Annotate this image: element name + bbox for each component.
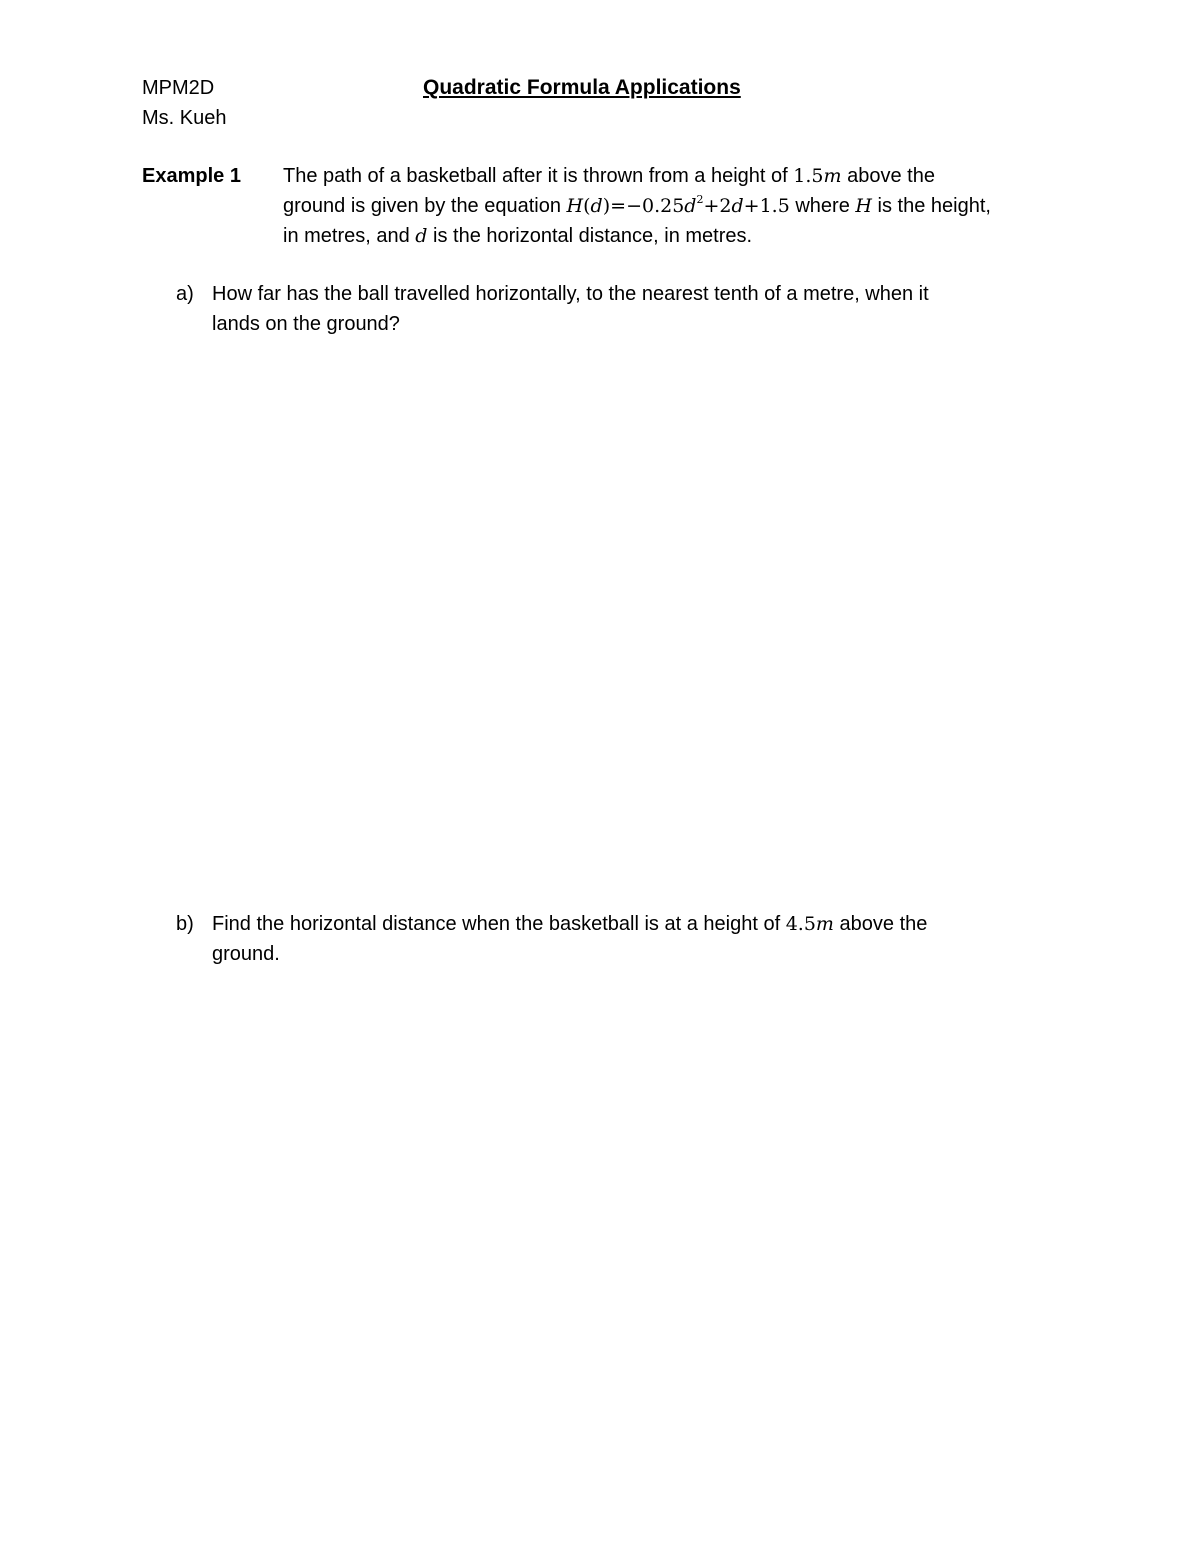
question-b-text: above the [839,913,928,935]
math-var-H [855,195,872,217]
example-text-line-3 [283,224,752,248]
eq-equals: = [610,195,627,217]
example-text: The path of a basketball after it is thrown from a height of [283,165,788,187]
example-text: is the height, [877,195,991,217]
example-text: where [795,195,850,217]
example-text: in metres, and [283,225,410,247]
eq-var: d [590,195,603,217]
page-title: Quadratic Formula Applications [423,76,741,99]
teacher-name: Ms. Kueh [142,107,227,129]
var-d: d [415,225,428,247]
height-value-b: 4.5 [785,913,816,935]
equation [567,195,790,217]
question-b-text: Find the horizontal distance when the basketball is at a height of [212,913,781,935]
math-height-value [793,165,841,187]
eq-var-lin: d [731,195,744,217]
eq-var-sq: d [684,195,697,217]
eq-coef-b: 2 [719,195,732,217]
example-text-line-2 [283,194,991,218]
unit-m-b: m [815,913,834,935]
eq-exponent: 2 [696,193,704,206]
example-label: Example 1 [142,165,241,187]
question-a-text-line-2: lands on the ground? [212,313,400,335]
height-value: 1.5 [793,165,824,187]
example-text: ground is given by the equation [283,195,561,217]
eq-minus: − [626,195,642,217]
math-height-value-b [786,913,834,935]
eq-coef-a: 0.25 [641,195,685,217]
eq-plus-1: + [703,195,720,217]
question-a-marker: a) [176,283,194,305]
question-b-marker: b) [176,913,194,935]
example-text: is the horizontal distance, in metres. [433,225,753,247]
eq-rparen: ) [602,195,611,217]
example-text-line-1 [283,164,935,188]
eq-const: 1.5 [759,195,790,217]
eq-lparen: ( [583,195,591,217]
course-code: MPM2D [142,77,215,99]
question-b-text-line-1 [212,912,927,936]
unit-m: m [823,165,842,187]
eq-plus-2: + [743,195,760,217]
example-text: above the [847,165,935,187]
question-a-text-line-1: How far has the ball travelled horizontally, to the nearest tenth of a metre, when it [212,283,929,305]
question-b-text-line-2: ground. [212,943,280,965]
eq-func: H [566,195,584,217]
var-H: H [855,195,872,217]
math-var-d [415,225,427,247]
